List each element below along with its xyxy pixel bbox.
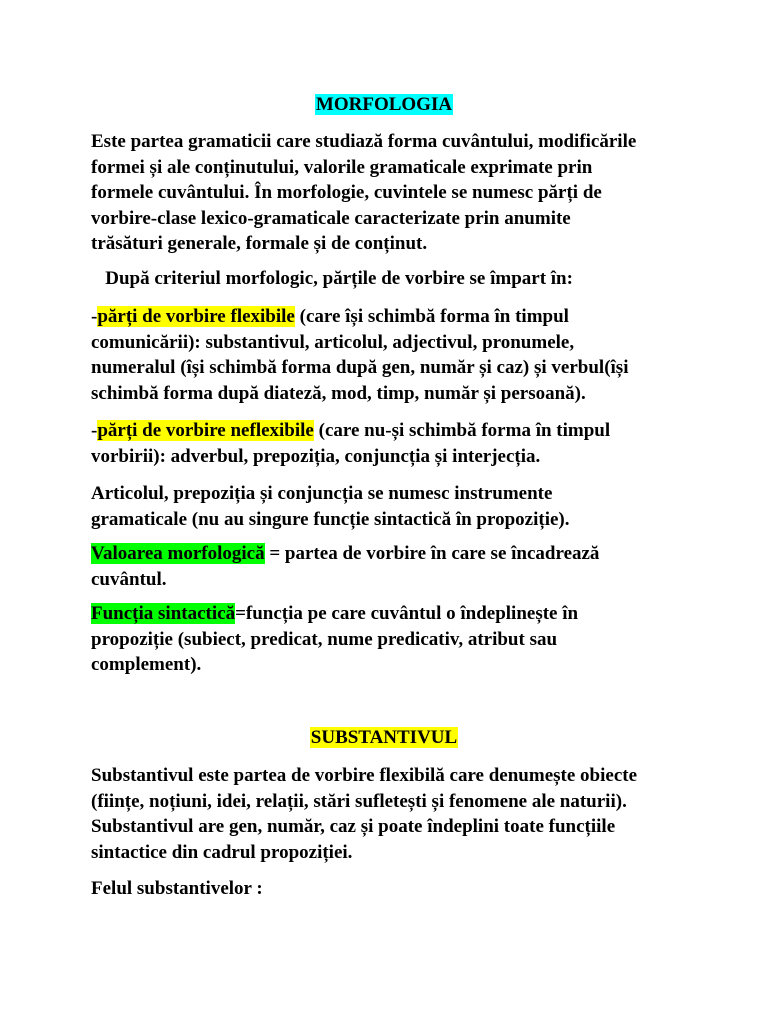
flexibile-line: numeralul (își schimbă forma după gen, număr și caz) și verbul(își bbox=[91, 357, 629, 378]
instrumente-line: gramaticale (nu au singure funcție sintactică în propoziție). bbox=[91, 508, 570, 530]
substantivul-line: Substantivul este partea de vorbire flexibilă care denumește obiecte bbox=[91, 765, 638, 786]
neflexibile-line: vorbirii): adverbul, prepoziția, conjuncția și interjecția. bbox=[91, 445, 541, 467]
valoarea-highlight: Valoarea morfologică bbox=[91, 543, 265, 564]
flexibile-highlight: părți de vorbire flexibile bbox=[97, 306, 295, 327]
flexibile-rest: (care își schimbă forma în timpul bbox=[294, 306, 569, 327]
substantivul-paragraph bbox=[91, 763, 691, 865]
flexibile-line: comunicării): substantivul, articolul, adjectivul, pronumele, bbox=[91, 331, 575, 353]
valoarea-paragraph bbox=[91, 541, 691, 592]
heading-substantivul-text: SUBSTANTIVUL bbox=[310, 727, 458, 748]
felul-line: Felul substantivelor : bbox=[91, 878, 263, 899]
heading-morfologia-text: MORFOLOGIA bbox=[315, 94, 453, 115]
intro-line: formei și ale conținutului, valorile gramaticale exprimate prin bbox=[91, 156, 593, 178]
intro-line: formele cuvântului. În morfologie, cuvintele se numesc părți de bbox=[91, 182, 602, 203]
substantivul-line: sintactice din cadrul propoziției. bbox=[91, 841, 353, 863]
flexibile-prefix: - bbox=[91, 306, 98, 327]
heading-morfologia bbox=[0, 93, 768, 117]
instrumente-line: Articolul, prepoziția și conjuncția se numesc instrumente bbox=[91, 483, 553, 504]
flexibile-line: schimbă forma după diateză, mod, timp, număr și persoană). bbox=[91, 382, 586, 404]
functia-highlight: Funcția sintactică bbox=[91, 603, 236, 624]
functia-rest: =funcția pe care cuvântul o îndeplinește în bbox=[235, 603, 579, 624]
instrumente-paragraph bbox=[91, 481, 691, 532]
valoarea-line: cuvântul. bbox=[91, 568, 167, 590]
functia-paragraph bbox=[91, 601, 691, 678]
heading-substantivul bbox=[0, 726, 768, 750]
intro-line: trăsături generale, formale și de conținut. bbox=[91, 233, 428, 254]
substantivul-line: (ființe, noțiuni, idei, relații, stări sufletești și fenomene ale naturii). bbox=[91, 790, 627, 812]
functia-line: complement). bbox=[91, 654, 202, 675]
valoarea-rest: = partea de vorbire în care se încadrează bbox=[264, 543, 600, 564]
intro-line: vorbire-clase lexico-gramaticale caracterizate prin anumite bbox=[91, 207, 571, 229]
substantivul-line: Substantivul are gen, număr, caz și poate îndeplini toate funcțiile bbox=[91, 816, 616, 837]
functia-line: propoziție (subiect, predicat, nume predicativ, atribut sau bbox=[91, 628, 558, 650]
felul-paragraph bbox=[91, 876, 691, 902]
intro-line: Este partea gramaticii care studiază forma cuvântului, modificările bbox=[91, 131, 637, 152]
neflexibile-highlight: părți de vorbire neflexibile bbox=[97, 420, 314, 441]
neflexibile-prefix: - bbox=[91, 420, 98, 441]
criteriu-paragraph bbox=[91, 266, 691, 292]
neflexibile-paragraph bbox=[91, 418, 691, 469]
criteriu-line: După criteriul morfologic, părțile de vorbire se împart în: bbox=[91, 268, 573, 289]
neflexibile-rest: (care nu-și schimbă forma în timpul bbox=[313, 420, 611, 441]
intro-paragraph bbox=[91, 129, 691, 257]
flexibile-paragraph bbox=[91, 304, 691, 406]
